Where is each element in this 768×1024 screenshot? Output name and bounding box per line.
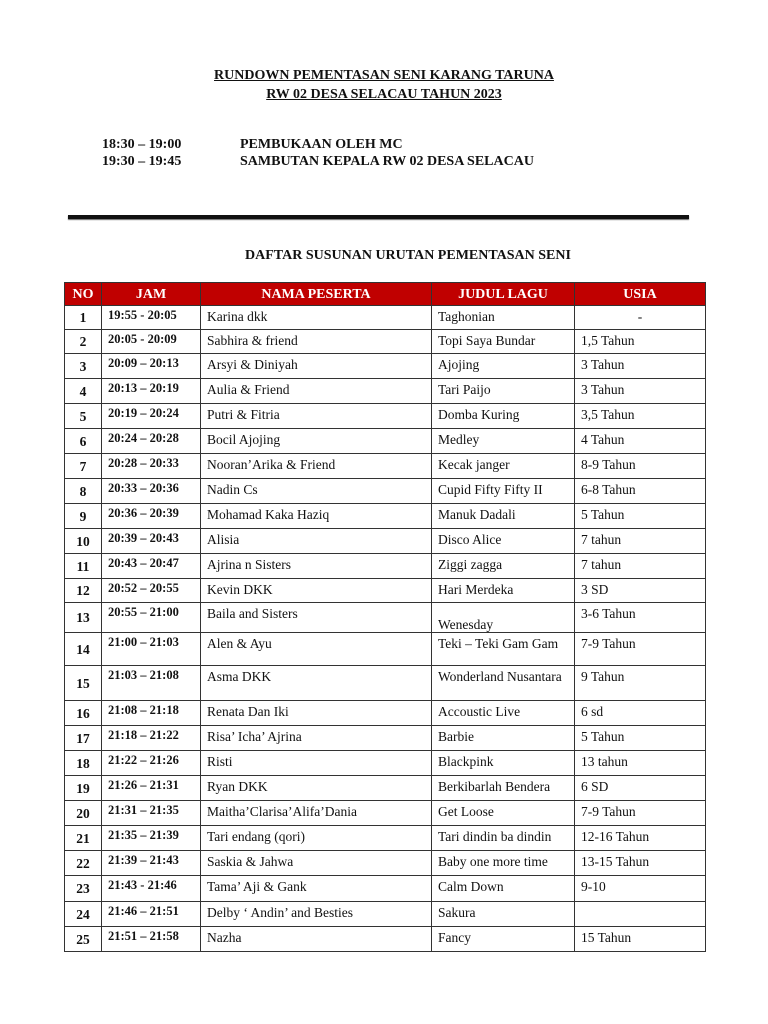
nama-peserta-cell: Arsyi & Diniyah (201, 354, 432, 379)
nama-peserta-cell: Ryan DKK (201, 776, 432, 801)
jam-cell: 20:55 – 21:00 (102, 603, 201, 633)
usia-cell: 3,5 Tahun (575, 404, 706, 429)
jam-cell: 20:52 – 20:55 (102, 579, 201, 603)
no-cell: 25 (65, 927, 102, 952)
nama-peserta-cell: Tama’ Aji & Gank (201, 876, 432, 902)
no-cell: 14 (65, 633, 102, 666)
table-row (65, 554, 706, 579)
table-row (65, 851, 706, 876)
table-row (65, 726, 706, 751)
performance-table (64, 282, 706, 952)
usia-cell: 4 Tahun (575, 429, 706, 454)
usia-cell: 7 tahun (575, 554, 706, 579)
jam-cell: 20:43 – 20:47 (102, 554, 201, 579)
judul-lagu-cell: Calm Down (432, 876, 575, 902)
table-row (65, 633, 706, 666)
table-row (65, 354, 706, 379)
no-cell: 3 (65, 354, 102, 379)
nama-peserta-cell: Ajrina n Sisters (201, 554, 432, 579)
usia-cell: 3 Tahun (575, 379, 706, 404)
nama-peserta-cell: Asma DKK (201, 666, 432, 701)
table-row (65, 379, 706, 404)
jam-cell: 20:24 – 20:28 (102, 429, 201, 454)
no-cell: 19 (65, 776, 102, 801)
table-row (65, 306, 706, 330)
horizontal-divider (68, 215, 689, 219)
usia-cell: 9-10 (575, 876, 706, 902)
no-cell: 4 (65, 379, 102, 404)
judul-lagu-cell: Barbie (432, 726, 575, 751)
no-cell: 6 (65, 429, 102, 454)
jam-cell: 21:31 – 21:35 (102, 801, 201, 826)
jam-cell: 20:13 – 20:19 (102, 379, 201, 404)
no-cell: 1 (65, 306, 102, 330)
no-cell: 16 (65, 701, 102, 726)
no-cell: 12 (65, 579, 102, 603)
judul-lagu-cell: Wonderland Nusantara (432, 666, 575, 701)
jam-cell: 21:43 - 21:46 (102, 876, 201, 902)
table-row (65, 876, 706, 902)
jam-cell: 20:05 - 20:09 (102, 330, 201, 354)
no-cell: 13 (65, 603, 102, 633)
usia-cell: 13-15 Tahun (575, 851, 706, 876)
no-cell: 15 (65, 666, 102, 701)
usia-cell: 5 Tahun (575, 504, 706, 529)
header-nama-peserta: NAMA PESERTA (201, 283, 432, 306)
no-cell: 23 (65, 876, 102, 902)
nama-peserta-cell: Maitha’Clarisa’Alifa’Dania (201, 801, 432, 826)
judul-lagu-cell: Fancy (432, 927, 575, 952)
judul-lagu-cell: Wenesday (432, 603, 575, 633)
nama-peserta-cell: Mohamad Kaka Haziq (201, 504, 432, 529)
usia-cell: 3-6 Tahun (575, 603, 706, 633)
table-row (65, 776, 706, 801)
nama-peserta-cell: Renata Dan Iki (201, 701, 432, 726)
no-cell: 24 (65, 902, 102, 927)
table-row (65, 454, 706, 479)
table-row (65, 479, 706, 504)
header-usia: USIA (575, 283, 706, 306)
jam-cell: 20:33 – 20:36 (102, 479, 201, 504)
judul-lagu-cell: Accoustic Live (432, 701, 575, 726)
table-row (65, 529, 706, 554)
nama-peserta-cell: Putri & Fitria (201, 404, 432, 429)
jam-cell: 21:00 – 21:03 (102, 633, 201, 666)
usia-cell: 6 sd (575, 701, 706, 726)
usia-cell: 15 Tahun (575, 927, 706, 952)
table-row (65, 404, 706, 429)
jam-cell: 20:09 – 20:13 (102, 354, 201, 379)
judul-lagu-cell: Get Loose (432, 801, 575, 826)
schedule-item (102, 137, 403, 153)
usia-cell: 6-8 Tahun (575, 479, 706, 504)
judul-lagu-cell: Tari dindin ba dindin (432, 826, 575, 851)
table-row (65, 504, 706, 529)
usia-cell: 7-9 Tahun (575, 633, 706, 666)
judul-lagu-cell: Domba Kuring (432, 404, 575, 429)
judul-lagu-cell: Manuk Dadali (432, 504, 575, 529)
no-cell: 21 (65, 826, 102, 851)
usia-cell: 1,5 Tahun (575, 330, 706, 354)
jam-cell: 20:39 – 20:43 (102, 529, 201, 554)
no-cell: 18 (65, 751, 102, 776)
no-cell: 22 (65, 851, 102, 876)
table-row (65, 927, 706, 952)
judul-lagu-cell: Kecak janger (432, 454, 575, 479)
jam-cell: 21:18 – 21:22 (102, 726, 201, 751)
judul-lagu-cell: Medley (432, 429, 575, 454)
jam-cell: 21:51 – 21:58 (102, 927, 201, 952)
no-cell: 10 (65, 529, 102, 554)
table-row (65, 801, 706, 826)
usia-cell: 5 Tahun (575, 726, 706, 751)
jam-cell: 21:22 – 21:26 (102, 751, 201, 776)
judul-lagu-cell: Sakura (432, 902, 575, 927)
schedule-time: 19:30 – 19:45 (102, 154, 182, 169)
nama-peserta-cell: Risti (201, 751, 432, 776)
schedule-event: PEMBUKAAN OLEH MC (240, 137, 403, 152)
nama-peserta-cell: Tari endang (qori) (201, 826, 432, 851)
jam-cell: 21:03 – 21:08 (102, 666, 201, 701)
header-judul-lagu: JUDUL LAGU (432, 283, 575, 306)
nama-peserta-cell: Alen & Ayu (201, 633, 432, 666)
usia-cell: 6 SD (575, 776, 706, 801)
no-cell: 11 (65, 554, 102, 579)
jam-cell: 20:19 – 20:24 (102, 404, 201, 429)
no-cell: 5 (65, 404, 102, 429)
usia-cell: 9 Tahun (575, 666, 706, 701)
schedule-event: SAMBUTAN KEPALA RW 02 DESA SELACAU (240, 154, 534, 169)
jam-cell: 20:36 – 20:39 (102, 504, 201, 529)
no-cell: 20 (65, 801, 102, 826)
no-cell: 8 (65, 479, 102, 504)
jam-cell: 21:46 – 21:51 (102, 902, 201, 927)
nama-peserta-cell: Nooran’Arika & Friend (201, 454, 432, 479)
no-cell: 9 (65, 504, 102, 529)
judul-lagu-cell: Taghonian (432, 306, 575, 330)
table-row (65, 579, 706, 603)
nama-peserta-cell: Nadin Cs (201, 479, 432, 504)
usia-cell: 3 Tahun (575, 354, 706, 379)
table-body (65, 306, 706, 952)
document-title-line1: RUNDOWN PEMENTASAN SENI KARANG TARUNA (214, 68, 554, 83)
usia-cell: 12-16 Tahun (575, 826, 706, 851)
document-title-line2: RW 02 DESA SELACAU TAHUN 2023 (266, 87, 502, 102)
usia-cell: 7 tahun (575, 529, 706, 554)
nama-peserta-cell: Bocil Ajojing (201, 429, 432, 454)
schedule-time: 18:30 – 19:00 (102, 137, 182, 152)
no-cell: 7 (65, 454, 102, 479)
usia-cell: 13 tahun (575, 751, 706, 776)
judul-lagu-cell: Topi Saya Bundar (432, 330, 575, 354)
jam-cell: 21:08 – 21:18 (102, 701, 201, 726)
jam-cell: 19:55 - 20:05 (102, 306, 201, 330)
usia-cell: 3 SD (575, 579, 706, 603)
jam-cell: 21:35 – 21:39 (102, 826, 201, 851)
nama-peserta-cell: Aulia & Friend (201, 379, 432, 404)
nama-peserta-cell: Delby ‘ Andin’ and Besties (201, 902, 432, 927)
judul-lagu-cell: Blackpink (432, 751, 575, 776)
table-row (65, 429, 706, 454)
table-row (65, 666, 706, 701)
jam-cell: 21:26 – 21:31 (102, 776, 201, 801)
nama-peserta-cell: Kevin DKK (201, 579, 432, 603)
jam-cell: 21:39 – 21:43 (102, 851, 201, 876)
judul-lagu-cell: Disco Alice (432, 529, 575, 554)
table-row (65, 603, 706, 633)
usia-cell: - (575, 306, 706, 330)
nama-peserta-cell: Alisia (201, 529, 432, 554)
judul-lagu-cell: Cupid Fifty Fifty II (432, 479, 575, 504)
judul-lagu-cell: Hari Merdeka (432, 579, 575, 603)
judul-lagu-cell: Tari Paijo (432, 379, 575, 404)
table-row (65, 902, 706, 927)
usia-cell: 8-9 Tahun (575, 454, 706, 479)
nama-peserta-cell: Nazha (201, 927, 432, 952)
table-row (65, 826, 706, 851)
nama-peserta-cell: Risa’ Icha’ Ajrina (201, 726, 432, 751)
jam-cell: 20:28 – 20:33 (102, 454, 201, 479)
no-cell: 2 (65, 330, 102, 354)
judul-lagu-cell: Baby one more time (432, 851, 575, 876)
nama-peserta-cell: Karina dkk (201, 306, 432, 330)
judul-lagu-cell: Ziggi zagga (432, 554, 575, 579)
judul-lagu-cell: Berkibarlah Bendera (432, 776, 575, 801)
schedule-item (102, 154, 534, 170)
table-row (65, 701, 706, 726)
table-header-row (65, 283, 706, 306)
nama-peserta-cell: Baila and Sisters (201, 603, 432, 633)
judul-lagu-cell: Teki – Teki Gam Gam (432, 633, 575, 666)
section-title: DAFTAR SUSUNAN URUTAN PEMENTASAN SENI (245, 248, 571, 263)
nama-peserta-cell: Saskia & Jahwa (201, 851, 432, 876)
no-cell: 17 (65, 726, 102, 751)
nama-peserta-cell: Sabhira & friend (201, 330, 432, 354)
judul-lagu-cell: Ajojing (432, 354, 575, 379)
table-row (65, 330, 706, 354)
usia-cell: 7-9 Tahun (575, 801, 706, 826)
table-row (65, 751, 706, 776)
header-jam: JAM (102, 283, 201, 306)
usia-cell (575, 902, 706, 927)
header-no: NO (65, 283, 102, 306)
